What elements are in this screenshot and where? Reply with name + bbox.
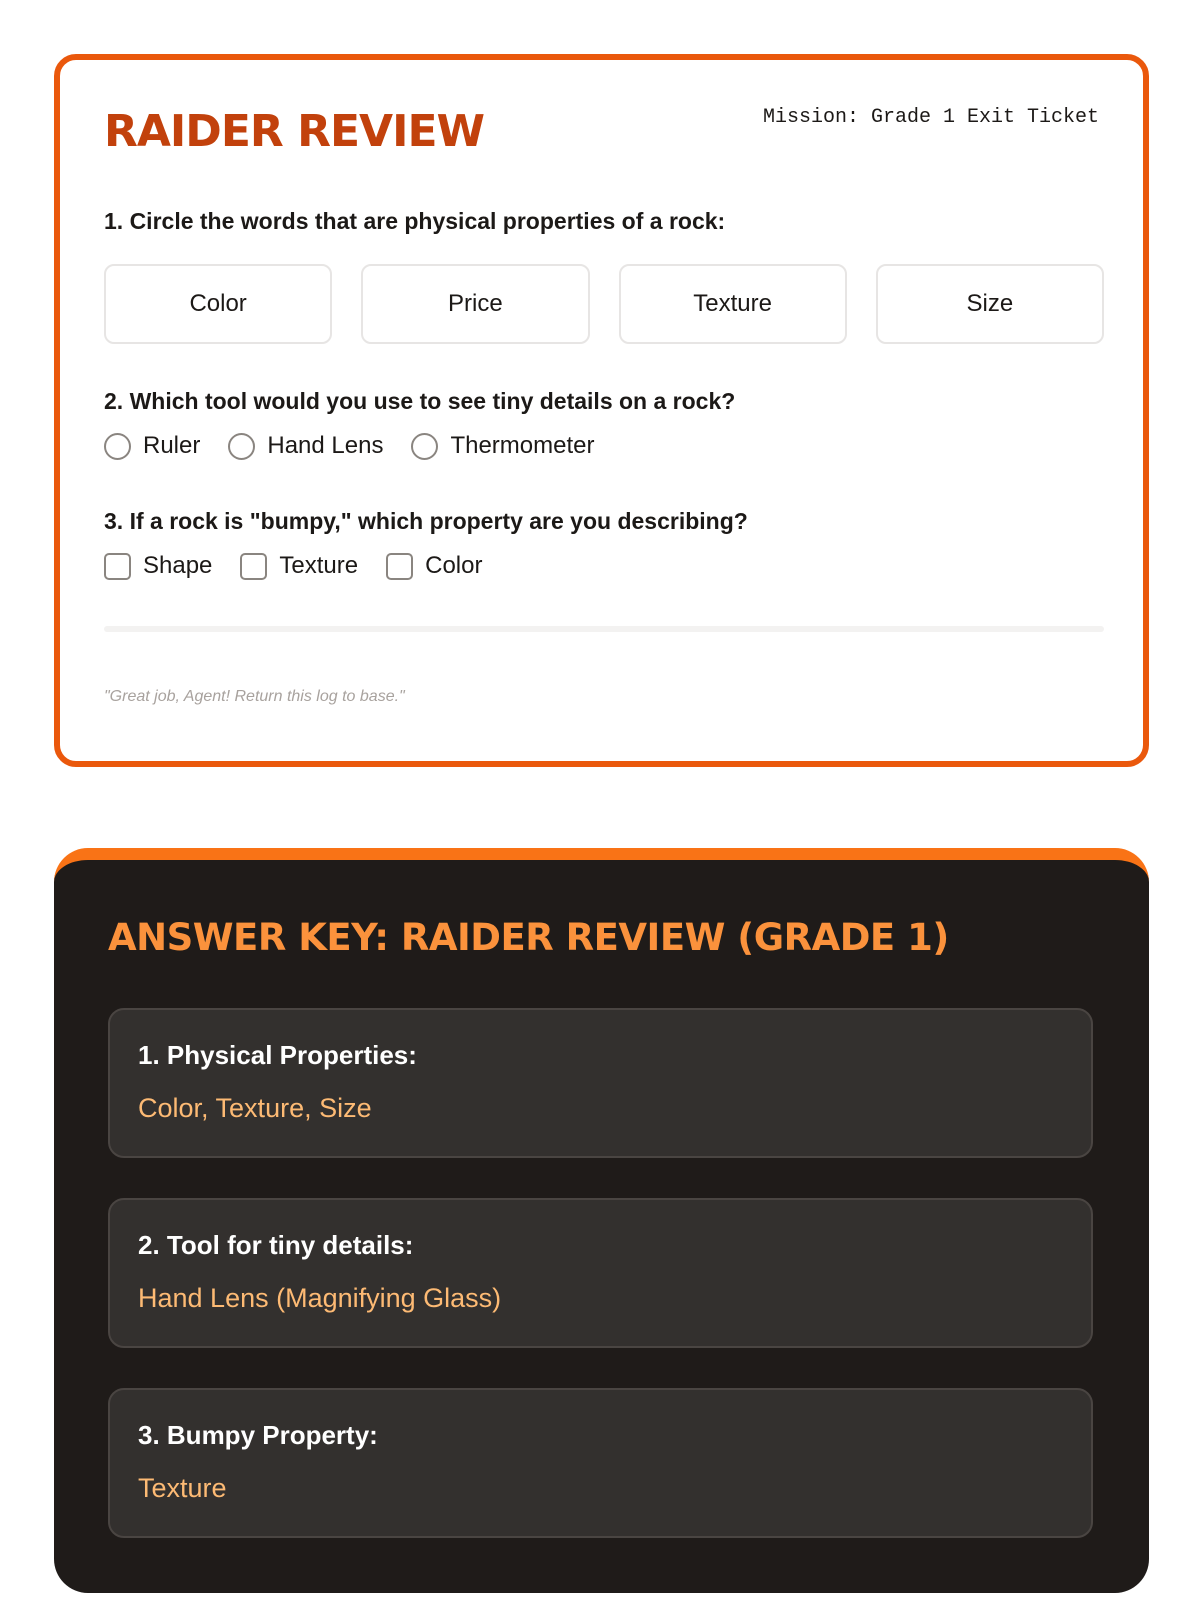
- checkbox-color[interactable]: [386, 553, 413, 580]
- word-choice-size[interactable]: Size: [876, 264, 1104, 344]
- answer-label: 3. Bumpy Property:: [138, 1420, 378, 1450]
- option-hand-lens[interactable]: [228, 432, 383, 460]
- question-3: 3. If a rock is "bumpy," which property are you describing?: [104, 508, 748, 534]
- option-label: Texture: [279, 552, 359, 579]
- option-label: Thermometer: [450, 432, 595, 459]
- radio-thermometer[interactable]: [411, 433, 438, 460]
- word-choice-texture[interactable]: Texture: [619, 264, 847, 344]
- property-options: [104, 552, 510, 580]
- option-shape[interactable]: [104, 552, 212, 580]
- question-1: 1. Circle the words that are physical properties of a rock:: [104, 208, 726, 234]
- radio-ruler[interactable]: [104, 433, 131, 460]
- option-texture[interactable]: [240, 552, 358, 580]
- divider: [104, 626, 1104, 632]
- answer-item-3: [108, 1388, 1093, 1538]
- answer-value: Hand Lens (Magnifying Glass): [138, 1283, 502, 1313]
- answer-key-title: ANSWER KEY: RAIDER REVIEW (GRADE 1): [108, 916, 949, 959]
- checkbox-texture[interactable]: [240, 553, 267, 580]
- question-2: 2. Which tool would you use to see tiny details on a rock?: [104, 388, 736, 414]
- answer-value: Texture: [138, 1473, 227, 1503]
- word-choice-price[interactable]: Price: [361, 264, 589, 344]
- worksheet-card: [54, 54, 1149, 767]
- answer-item-1: [108, 1008, 1093, 1158]
- mission-label: Mission: Grade 1 Exit Ticket: [762, 106, 1099, 129]
- option-thermometer[interactable]: [411, 432, 594, 460]
- answer-item-2: [108, 1198, 1093, 1348]
- word-choices: [104, 264, 1104, 344]
- answer-label: 1. Physical Properties:: [138, 1040, 417, 1070]
- option-label: Shape: [143, 552, 213, 579]
- option-label: Color: [425, 552, 483, 579]
- option-ruler[interactable]: [104, 432, 200, 460]
- footer-note: "Great job, Agent! Return this log to base.": [104, 688, 405, 705]
- answer-key-card: [54, 848, 1149, 1593]
- word-choice-color[interactable]: Color: [104, 264, 332, 344]
- worksheet-title: RAIDER REVIEW: [104, 106, 485, 157]
- checkbox-shape[interactable]: [104, 553, 131, 580]
- answer-label: 2. Tool for tiny details:: [138, 1230, 414, 1260]
- tool-options: [104, 432, 623, 460]
- option-label: Hand Lens: [267, 432, 384, 459]
- radio-hand-lens[interactable]: [228, 433, 255, 460]
- option-color[interactable]: [386, 552, 482, 580]
- option-label: Ruler: [143, 432, 201, 459]
- answer-value: Color, Texture, Size: [138, 1093, 372, 1123]
